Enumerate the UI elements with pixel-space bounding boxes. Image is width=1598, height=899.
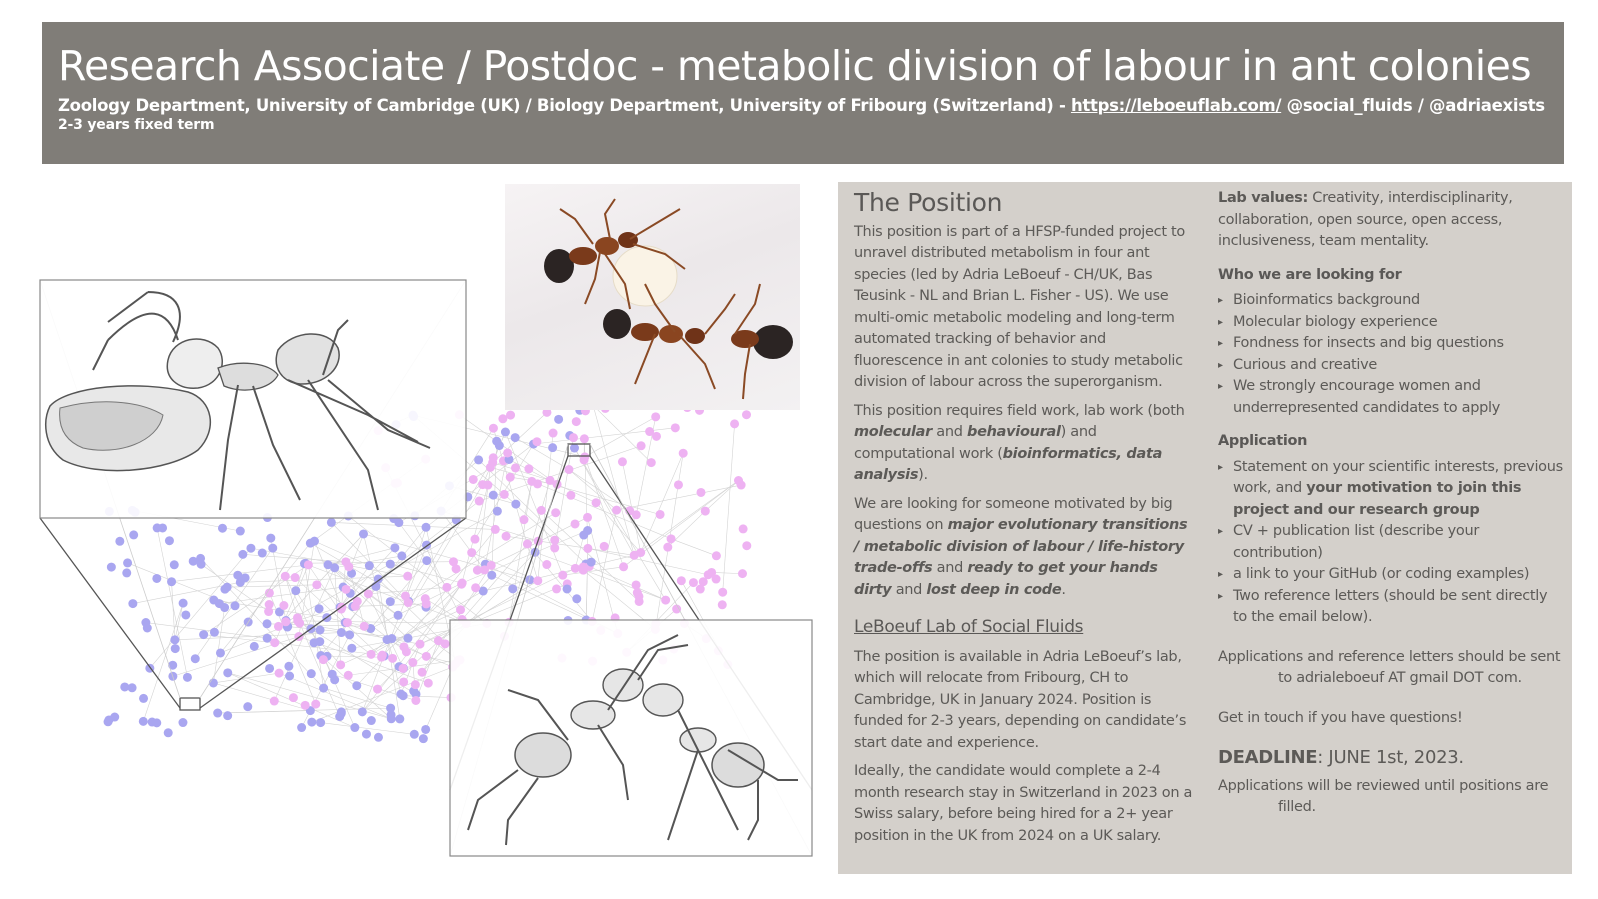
network-node bbox=[139, 717, 148, 726]
looking-for-list bbox=[1218, 290, 1563, 419]
network-node bbox=[403, 572, 412, 581]
network-node bbox=[580, 455, 589, 464]
list-item: ▸ Molecular biology experience bbox=[1218, 312, 1563, 334]
list-item: ▸ a link to your GitHub (or coding examples) bbox=[1218, 564, 1563, 586]
network-node bbox=[319, 655, 328, 664]
network-node bbox=[216, 648, 225, 657]
network-node bbox=[362, 730, 371, 739]
network-node bbox=[327, 518, 336, 527]
ant-photo-icon bbox=[505, 184, 800, 410]
network-node bbox=[336, 660, 345, 669]
network-node bbox=[165, 536, 174, 545]
network-edge bbox=[403, 696, 451, 698]
network-node bbox=[558, 571, 567, 580]
network-node bbox=[386, 597, 395, 606]
network-node bbox=[170, 635, 179, 644]
network-node bbox=[310, 537, 319, 546]
network-node bbox=[679, 449, 688, 458]
network-node bbox=[396, 690, 405, 699]
network-edge bbox=[493, 463, 550, 481]
network-edge bbox=[575, 448, 666, 600]
network-node bbox=[533, 479, 542, 488]
network-node bbox=[281, 572, 290, 581]
network-node bbox=[263, 619, 272, 628]
network-node bbox=[489, 491, 498, 500]
lab-paragraph-1: The position is available in Adria LeBoeuf’s lab, which will relocate from Fribourg, CH to Cambridge, UK in January 2024. Position is funded for 2-3 years, depending on candidate’s start date and experience. bbox=[854, 648, 1187, 751]
network-node bbox=[737, 481, 746, 490]
network-node bbox=[378, 651, 387, 660]
network-node bbox=[291, 573, 300, 582]
network-edge bbox=[243, 554, 346, 561]
network-node bbox=[564, 465, 573, 474]
network-node bbox=[677, 576, 686, 585]
network-edge bbox=[593, 405, 651, 462]
network-node bbox=[696, 488, 705, 497]
network-node bbox=[209, 678, 218, 687]
network-node bbox=[500, 490, 509, 499]
network-node bbox=[636, 548, 645, 557]
network-edge bbox=[524, 481, 532, 519]
deadline: DEADLINE: JUNE 1st, 2023. bbox=[1218, 747, 1464, 768]
network-node bbox=[422, 523, 431, 532]
network-node bbox=[394, 611, 403, 620]
network-node bbox=[399, 642, 408, 651]
list-item: ▸ CV + publication list (describe your contribution) bbox=[1218, 521, 1563, 564]
network-node bbox=[179, 599, 188, 608]
network-node bbox=[583, 544, 592, 553]
network-node bbox=[258, 549, 267, 558]
network-node bbox=[223, 668, 232, 677]
network-node bbox=[422, 556, 431, 565]
contact-text: Get in touch if you have questions! bbox=[1218, 709, 1463, 726]
send-instructions: Applications and reference letters should be sent to adrialeboeuf AT gmail DOT com. bbox=[1218, 648, 1561, 686]
position-heading: The Position bbox=[854, 188, 1003, 217]
network-node bbox=[265, 588, 274, 597]
network-node bbox=[218, 524, 227, 533]
network-node bbox=[738, 569, 747, 578]
network-node bbox=[152, 574, 161, 583]
network-node bbox=[315, 637, 324, 646]
network-node bbox=[387, 714, 396, 723]
network-node bbox=[183, 673, 192, 682]
network-edge bbox=[586, 548, 588, 620]
network-node bbox=[189, 557, 198, 566]
network-node bbox=[718, 600, 727, 609]
network-node bbox=[742, 410, 751, 419]
network-node bbox=[171, 644, 180, 653]
network-node bbox=[491, 525, 500, 534]
network-node bbox=[546, 476, 555, 485]
network-node bbox=[411, 696, 420, 705]
network-edge bbox=[671, 539, 716, 556]
network-node bbox=[523, 539, 532, 548]
ant-photo-drawing bbox=[505, 184, 800, 410]
network-node bbox=[403, 634, 412, 643]
network-node bbox=[386, 560, 395, 569]
network-node bbox=[571, 519, 580, 528]
lab-values: Lab values: Creativity, interdisciplinarity, collaboration, open source, open access, inclusiveness, team mentality. bbox=[1218, 190, 1513, 249]
network-node bbox=[478, 480, 487, 489]
header-banner bbox=[42, 22, 1564, 164]
network-node bbox=[408, 658, 417, 667]
network-node bbox=[519, 515, 528, 524]
network-node bbox=[458, 579, 467, 588]
network-node bbox=[342, 585, 351, 594]
network-node bbox=[265, 664, 274, 673]
network-node bbox=[167, 577, 176, 586]
network-node bbox=[471, 583, 480, 592]
network-node bbox=[618, 457, 627, 466]
network-node bbox=[701, 507, 710, 516]
network-node bbox=[344, 671, 353, 680]
network-node bbox=[191, 654, 200, 663]
network-node bbox=[661, 596, 670, 605]
network-node bbox=[373, 685, 382, 694]
network-node bbox=[647, 458, 656, 467]
page-title: Research Associate / Postdoc - metabolic division of labour in ant colonies bbox=[58, 42, 1531, 90]
network-node bbox=[651, 412, 660, 421]
network-node bbox=[487, 571, 496, 580]
looking-for-heading: Who we are looking for bbox=[1218, 266, 1402, 283]
network-node bbox=[367, 650, 376, 659]
network-node bbox=[571, 564, 580, 573]
network-node bbox=[600, 542, 609, 551]
network-node bbox=[742, 541, 751, 550]
network-node bbox=[347, 644, 356, 653]
list-item: ▸ We strongly encourage women and underrepresented candidates to apply bbox=[1218, 376, 1563, 419]
network-node bbox=[289, 693, 298, 702]
lab-heading: LeBoeuf Lab of Social Fluids bbox=[854, 617, 1084, 637]
network-node bbox=[246, 544, 255, 553]
network-node bbox=[488, 458, 497, 467]
network-node bbox=[315, 604, 324, 613]
network-node bbox=[487, 561, 496, 570]
network-node bbox=[696, 585, 705, 594]
network-node bbox=[511, 463, 520, 472]
network-node bbox=[550, 543, 559, 552]
network-node bbox=[215, 599, 224, 608]
position-column bbox=[854, 182, 1194, 854]
network-node bbox=[266, 534, 275, 543]
network-node bbox=[411, 680, 420, 689]
list-item: ▸ Statement on your scientific interests, previous work, and your motivation to join this project and our research group bbox=[1218, 457, 1563, 522]
network-node bbox=[580, 434, 589, 443]
network-node bbox=[307, 669, 316, 678]
network-node bbox=[549, 429, 558, 438]
network-node bbox=[250, 642, 259, 651]
network-node bbox=[181, 610, 190, 619]
network-node bbox=[633, 588, 642, 597]
network-node bbox=[548, 443, 557, 452]
network-node bbox=[532, 437, 541, 446]
network-node bbox=[421, 725, 430, 734]
network-node bbox=[238, 550, 247, 559]
network-node bbox=[570, 444, 579, 453]
network-edge bbox=[331, 522, 495, 529]
network-node bbox=[493, 507, 502, 516]
network-edge bbox=[705, 481, 738, 512]
network-node bbox=[343, 618, 352, 627]
network-node bbox=[270, 638, 279, 647]
network-node bbox=[337, 709, 346, 718]
network-node bbox=[307, 718, 316, 727]
network-node bbox=[304, 560, 313, 569]
network-node bbox=[122, 568, 131, 577]
network-node bbox=[123, 558, 132, 567]
network-node bbox=[422, 652, 431, 661]
network-node bbox=[395, 714, 404, 723]
network-node bbox=[284, 662, 293, 671]
network-node bbox=[316, 718, 325, 727]
network-node bbox=[418, 668, 427, 677]
network-node bbox=[128, 683, 137, 692]
network-node bbox=[293, 616, 302, 625]
network-node bbox=[712, 575, 721, 584]
network-node bbox=[168, 661, 177, 670]
network-node bbox=[285, 672, 294, 681]
network-node bbox=[236, 527, 245, 536]
network-node bbox=[223, 711, 232, 720]
network-node bbox=[508, 584, 517, 593]
network-node bbox=[170, 560, 179, 569]
network-node bbox=[470, 535, 479, 544]
network-edge bbox=[634, 481, 738, 556]
network-node bbox=[550, 536, 559, 545]
network-node bbox=[365, 561, 374, 570]
network-node bbox=[390, 543, 399, 552]
network-node bbox=[297, 723, 306, 732]
network-node bbox=[374, 733, 383, 742]
network-node bbox=[164, 728, 173, 737]
network-node bbox=[579, 562, 588, 571]
term-text: 2-3 years fixed term bbox=[58, 117, 215, 133]
network-node bbox=[291, 586, 300, 595]
network-node bbox=[231, 601, 240, 610]
network-node bbox=[572, 417, 581, 426]
network-node bbox=[345, 630, 354, 639]
network-node bbox=[667, 534, 676, 543]
network-node bbox=[199, 630, 208, 639]
network-node bbox=[337, 628, 346, 637]
network-node bbox=[619, 562, 628, 571]
network-node bbox=[178, 718, 187, 727]
network-node bbox=[236, 578, 245, 587]
affiliation-text: Zoology Department, University of Cambridge (UK) / Biology Department, University of Fribourg (Switzerland) - bbox=[58, 96, 1071, 115]
application-column bbox=[1218, 182, 1563, 826]
network-node bbox=[210, 628, 219, 637]
network-node bbox=[452, 564, 461, 573]
network-node bbox=[656, 510, 665, 519]
network-node bbox=[359, 529, 368, 538]
network-node bbox=[388, 654, 397, 663]
list-item: ▸ Two reference letters (should be sent directly to the email below). bbox=[1218, 586, 1563, 629]
network-node bbox=[410, 730, 419, 739]
network-node bbox=[554, 415, 563, 424]
network-node bbox=[399, 677, 408, 686]
lab-website-link[interactable]: https://leboeuflab.com/ bbox=[1070, 96, 1282, 115]
network-node bbox=[383, 635, 392, 644]
network-node bbox=[398, 664, 407, 673]
network-node bbox=[367, 716, 376, 725]
network-edge bbox=[314, 541, 341, 607]
network-node bbox=[311, 700, 320, 709]
network-node bbox=[524, 464, 533, 473]
network-node bbox=[424, 679, 433, 688]
network-node bbox=[592, 498, 601, 507]
list-item: ▸ Fondness for insects and big questions bbox=[1218, 333, 1563, 355]
list-item: ▸ Bioinformatics background bbox=[1218, 290, 1563, 312]
network-node bbox=[645, 427, 654, 436]
network-node bbox=[473, 566, 482, 575]
network-edge bbox=[172, 582, 175, 640]
network-node bbox=[663, 543, 672, 552]
network-node bbox=[141, 618, 150, 627]
network-node bbox=[612, 506, 621, 515]
network-edge bbox=[712, 572, 743, 573]
two-ants-drawing-icon bbox=[450, 620, 812, 856]
network-node bbox=[419, 734, 428, 743]
network-node bbox=[537, 506, 546, 515]
network-node bbox=[501, 428, 510, 437]
network-edge bbox=[593, 405, 634, 555]
network-node bbox=[569, 433, 578, 442]
review-text: Applications will be reviewed until positions are filled. bbox=[1218, 777, 1549, 815]
network-node bbox=[397, 551, 406, 560]
network-node bbox=[506, 411, 515, 420]
network-node bbox=[243, 702, 252, 711]
position-paragraph-1: This position is part of a HFSP-funded project to unravel distributed metabolism in four ant species (led by Adria LeBoeuf - CH/UK, Bas Teusink - NL and Brian L. Fisher - US). We use multi-omic metabolic modeling and long-term automated tracking of behavior and fluorescence in ant colonies to study metabolic division of labour across the superorganism. bbox=[854, 223, 1185, 390]
network-node bbox=[358, 707, 367, 716]
position-paragraph-3: We are looking for someone motivated by big questions on major evolutionary transitions / metabolic division of labour / life-history trade-offs and ready to get your hands dirty and lost deep in code. bbox=[854, 495, 1188, 598]
network-node bbox=[503, 448, 512, 457]
network-node bbox=[552, 584, 561, 593]
network-node bbox=[469, 475, 478, 484]
network-node bbox=[442, 583, 451, 592]
network-node bbox=[579, 531, 588, 540]
application-list bbox=[1218, 457, 1563, 629]
network-node bbox=[632, 580, 641, 589]
network-node bbox=[533, 576, 542, 585]
network-node bbox=[672, 605, 681, 614]
network-node bbox=[506, 473, 515, 482]
network-node bbox=[263, 634, 272, 643]
network-node bbox=[572, 594, 581, 603]
network-node bbox=[583, 513, 592, 522]
network-node bbox=[689, 578, 698, 587]
list-item: ▸ Curious and creative bbox=[1218, 355, 1563, 377]
network-node bbox=[456, 605, 465, 614]
network-node bbox=[330, 675, 339, 684]
network-edge bbox=[515, 438, 569, 470]
network-node bbox=[128, 599, 137, 608]
ant-drawing-icon bbox=[40, 280, 466, 518]
network-node bbox=[220, 585, 229, 594]
network-node bbox=[107, 563, 116, 572]
network-node bbox=[637, 441, 646, 450]
network-node bbox=[712, 551, 721, 560]
network-node bbox=[274, 622, 283, 631]
network-node bbox=[352, 681, 361, 690]
application-heading: Application bbox=[1218, 433, 1308, 449]
network-node bbox=[350, 723, 359, 732]
network-node bbox=[671, 423, 680, 432]
network-node bbox=[674, 480, 683, 489]
network-node bbox=[475, 497, 484, 506]
network-node bbox=[422, 599, 431, 608]
network-node bbox=[415, 640, 424, 649]
network-node bbox=[587, 558, 596, 567]
affiliation-line bbox=[58, 96, 1548, 115]
network-node bbox=[498, 414, 507, 423]
network-node bbox=[474, 455, 483, 464]
network-node bbox=[301, 701, 310, 710]
network-node bbox=[110, 713, 119, 722]
network-node bbox=[434, 636, 443, 645]
network-node bbox=[404, 598, 413, 607]
network-node bbox=[704, 570, 713, 579]
network-node bbox=[495, 441, 504, 450]
network-node bbox=[139, 694, 148, 703]
network-node bbox=[489, 424, 498, 433]
network-node bbox=[275, 669, 284, 678]
network-node bbox=[312, 580, 321, 589]
network-node bbox=[158, 523, 167, 532]
network-node bbox=[563, 584, 572, 593]
network-edge bbox=[723, 424, 735, 592]
network-node bbox=[316, 625, 325, 634]
network-node bbox=[542, 560, 551, 569]
network-node bbox=[270, 697, 279, 706]
network-node bbox=[566, 491, 575, 500]
network-node bbox=[739, 524, 748, 533]
network-node bbox=[511, 433, 520, 442]
network-edge bbox=[592, 510, 616, 621]
network-node bbox=[502, 532, 511, 541]
position-paragraph-2: This position requires field work, lab work (both molecular and behavioural) and computational work (bioinformatics, data analysis). bbox=[854, 402, 1185, 483]
network-node bbox=[197, 560, 206, 569]
lab-paragraph-2: Ideally, the candidate would complete a 2-4 month research stay in Switzerland in 2023 on a Swiss salary, before being hired for a 2+ year position in the UK from 2024 on a UK salary. bbox=[854, 763, 1193, 844]
network-node bbox=[730, 419, 739, 428]
network-node bbox=[551, 508, 560, 517]
network-node bbox=[386, 704, 395, 713]
info-panel bbox=[838, 182, 1572, 874]
network-node bbox=[319, 684, 328, 693]
network-node bbox=[268, 544, 277, 553]
social-handles: @social_fluids / @adriaexists bbox=[1281, 96, 1545, 115]
network-node bbox=[718, 588, 727, 597]
network-node bbox=[115, 537, 124, 546]
network-node bbox=[264, 607, 273, 616]
network-node bbox=[360, 622, 369, 631]
network-node bbox=[129, 530, 138, 539]
network-node bbox=[152, 718, 161, 727]
network-node bbox=[213, 709, 222, 718]
network-node bbox=[511, 500, 520, 509]
network-node bbox=[279, 601, 288, 610]
network-node bbox=[635, 597, 644, 606]
network-node bbox=[467, 548, 476, 557]
network-node bbox=[324, 560, 333, 569]
network-node bbox=[344, 562, 353, 571]
